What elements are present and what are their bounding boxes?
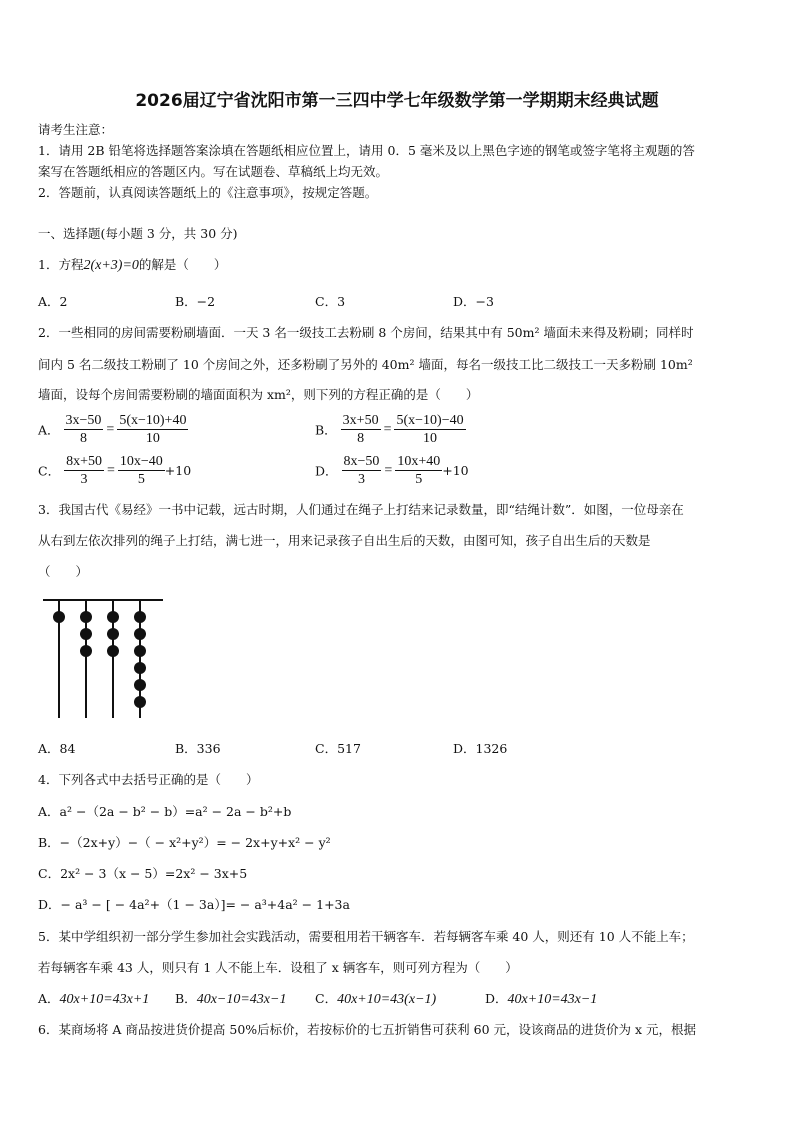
q2-a-num-right: 5(x−10)+40	[119, 413, 187, 428]
q2-b-frac-left	[341, 412, 381, 447]
q2-a-frac-left	[64, 412, 104, 447]
q5-option-c	[315, 989, 436, 1008]
q2-d-label: D．	[315, 463, 338, 479]
page-title: 2026届辽宁省沈阳市第一三四中学七年级数学第一学期期末经典试题	[135, 91, 659, 111]
q2-b-label: B．	[315, 422, 337, 438]
knot	[134, 679, 146, 691]
q5-c-label: C．	[315, 991, 338, 1006]
q2-line-3: 墙面，设每个房间需要粉刷的墙面面积为 xm²，则下列的方程正确的是（ ）	[38, 387, 479, 402]
q2-b-frac-right	[394, 412, 465, 447]
q2-c-label: C．	[38, 463, 61, 479]
q2-d-num-right: 10x+40	[397, 454, 441, 469]
knot	[80, 611, 92, 623]
q5-option-a	[38, 989, 149, 1008]
q2-line-1: 2．一些相同的房间需要粉刷墙面．一天 3 名一级技工去粉刷 8 个房间，结果其中有 50m² 墙面未来得及粉刷；同样时	[38, 325, 694, 340]
q3-line-3: （ ）	[38, 564, 89, 579]
q2-d-tail: +10	[442, 463, 469, 478]
q2-c-num-left: 8x+50	[66, 454, 102, 469]
q2-d-num-left: 8x−50	[343, 454, 380, 469]
q4-stem: 4．下列各式中去括号正确的是（ ）	[38, 772, 259, 787]
notice-line-1a: 1．请用 2B 铅笔将选择题答案涂填在答题纸相应位置上，请用 0．5 毫米及以上黑色字迹的钢笔或签字笔将主观题的答	[38, 143, 695, 158]
q2-c-tail: +10	[164, 463, 192, 478]
q5-line-2: 若每辆客车乘 43 人，则只有 1 人不能上车．设租了 x 辆客车，则可列方程为（ ）	[38, 960, 518, 975]
q5-b-label: B．	[175, 991, 197, 1006]
q2-a-label: A．	[38, 422, 60, 438]
notice-line-1b: 案写在答题纸相应的答题区内。写在试题卷、草稿纸上均无效。	[38, 164, 389, 179]
q1-stem-post: 的解是（ ）	[138, 257, 227, 272]
q2-b-num-left: 3x+50	[342, 413, 379, 428]
q3-option-a: A．84	[38, 741, 76, 756]
q5-b-expr: 40x−10=43x−1	[196, 992, 287, 1007]
q2-b-den-left: 8	[357, 431, 365, 446]
knot	[134, 696, 146, 708]
q3-line-1: 3．我国古代《易经》一书中记载，远古时期，人们通过在绳子上打结来记录数量，即“结绳计数”．如图，一位母亲在	[38, 502, 684, 517]
knot	[53, 611, 65, 623]
q2-a-num-left: 3x−50	[65, 413, 102, 428]
knot	[134, 628, 146, 640]
section-heading: 一、选择题(每小题 3 分，共 30 分)	[38, 226, 238, 241]
notice-heading: 请考生注意：	[38, 122, 114, 137]
q1-stem-pre: 1．方程	[38, 257, 84, 272]
q2-d-den-left: 3	[357, 472, 365, 487]
q5-c-expr: 40x+10=43(x−1)	[337, 992, 437, 1007]
q2-a-frac-right	[117, 412, 188, 447]
knot	[107, 611, 119, 623]
knot	[107, 628, 119, 640]
q2-a-den-left: 8	[79, 431, 87, 446]
q2-b-num-right: 5(x−10)−40	[396, 413, 464, 428]
q2-line-2: 间内 5 名二级技工粉刷了 10 个房间之外，还多粉刷了另外的 40m² 墙面，每名一级技工比二级技工一天多粉刷 10m²	[38, 357, 693, 372]
knot	[80, 645, 92, 657]
q2-option-a: A． $\frac{3x-50}{8}$ = $\frac{5(x-10)+40}{10}$	[38, 413, 187, 446]
q2-c-num-right: 10x−40	[119, 454, 163, 469]
q3-option-c: C．517	[315, 741, 361, 756]
q5-a-expr: 40x+10=43x+1	[59, 992, 150, 1007]
q2-b-den-right: 10	[423, 431, 438, 446]
q1-equation: 2(x+3)=0	[83, 258, 139, 273]
q3-line-2: 从右到左依次排列的绳子上打结，满七进一，用来记录孩子自出生后的天数，由图可知，孩子自出生后的天数是	[38, 533, 651, 548]
q5-option-d	[485, 989, 597, 1008]
q1-option-a: A．2	[38, 294, 68, 309]
q3-option-d: D．1326	[453, 741, 508, 756]
knot	[134, 611, 146, 623]
question-1	[38, 255, 226, 274]
q2-c-frac-right	[118, 453, 165, 488]
knot	[134, 662, 146, 674]
knot	[107, 645, 119, 657]
q2-d-frac-right	[395, 453, 442, 488]
q4-option-b: B．−（2x+y）−（ − x²+y²）= − 2x+y+x² − y²	[38, 835, 331, 850]
q5-line-1: 5．某中学组织初一部分学生参加社会实践活动，需要租用若干辆客车．若每辆客车乘 40 人，则还有 10 人不能上车；	[38, 929, 694, 944]
knot-figure	[38, 594, 168, 722]
q1-option-d: D．−3	[453, 294, 494, 309]
q6-line-1: 6．某商场将 A 商品按进货价提高 50%后标价，若按标价的七五折销售可获利 60 元，设该商品的进货价为 x 元，根据	[38, 1022, 697, 1037]
q1-option-b: B．−2	[175, 294, 216, 309]
q2-c-frac-left	[64, 453, 104, 488]
q5-d-expr: 40x+10=43x−1	[507, 992, 598, 1007]
q2-d-frac-left	[342, 453, 382, 488]
q2-option-d: D． $\frac{8x-50}{3}$ = $\frac{10x+40}{5}$ +10	[315, 454, 469, 487]
knot	[134, 645, 146, 657]
q5-a-label: A．	[38, 991, 60, 1006]
knot	[80, 628, 92, 640]
q2-option-c: C． $\frac{8x+50}{3}$ = $\frac{10x-40}{5}$ +10	[38, 454, 192, 487]
q5-d-label: D．	[485, 991, 508, 1006]
q2-c-den-left: 3	[80, 472, 88, 487]
q4-option-c: C．2x² − 3（x − 5）=2x² − 3x+5	[38, 866, 248, 881]
q4-option-d: D．− a³ − [ − 4a²+（1 − 3a）]= − a³+4a² − 1+3a	[38, 897, 350, 912]
q3-option-b: B．336	[175, 741, 221, 756]
q2-c-den-right: 5	[137, 472, 145, 487]
q2-option-b: B． $\frac{3x+50}{8}$ = $\frac{5(x-10)-40}{10}$	[315, 413, 464, 446]
q5-option-b	[175, 989, 286, 1008]
q2-a-den-right: 10	[145, 431, 160, 446]
q2-d-den-right: 5	[415, 472, 423, 487]
q1-option-c: C．3	[315, 294, 346, 309]
notice-line-2: 2．答题前，认真阅读答题纸上的《注意事项》，按规定答题。	[38, 185, 378, 200]
q4-option-a: A．a² −（2a − b² − b）=a² − 2a − b²+b	[38, 804, 292, 819]
